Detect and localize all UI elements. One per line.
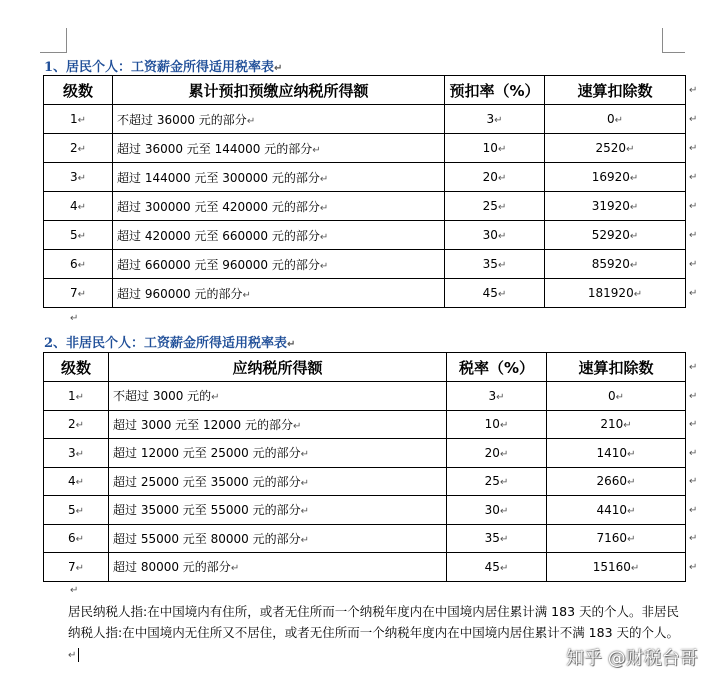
header-rate: 预扣率（%）	[445, 76, 545, 105]
table-row	[44, 105, 686, 134]
row-end-mark: ↵	[689, 476, 698, 487]
header-deduction: 速算扣除数	[547, 353, 686, 382]
row-end-mark: ↵	[689, 362, 698, 373]
deduction-cell: 0↵	[545, 105, 686, 134]
deduction-cell: 4410↵	[547, 496, 686, 525]
row-end-mark: ↵	[689, 419, 698, 430]
income-range-cell: 超过 960000 元的部分↵	[113, 279, 445, 308]
table-row	[44, 553, 686, 582]
level-cell: 5↵	[44, 221, 113, 250]
rate-cell: 10↵	[447, 410, 547, 439]
nonresident-tax-table	[43, 352, 686, 582]
rate-cell: 45↵	[445, 279, 545, 308]
row-end-mark: ↵	[689, 390, 698, 402]
level-cell: 4↵	[44, 192, 113, 221]
crop-mark-top-left	[40, 28, 67, 53]
level-cell: 2↵	[44, 410, 109, 439]
paragraph-mark: ↵	[70, 313, 79, 324]
row-end-mark: ↵	[689, 201, 698, 212]
deduction-cell: 0↵	[547, 382, 686, 411]
text-cursor	[78, 648, 79, 662]
header-income-range: 累计预扣预缴应纳税所得额	[113, 76, 445, 105]
income-range-cell: 超过 80000 元的部分↵	[109, 553, 447, 582]
level-cell: 5↵	[44, 496, 109, 525]
row-end-mark: ↵	[689, 259, 698, 270]
row-end-mark: ↵	[689, 85, 698, 96]
level-cell: 7↵	[44, 553, 109, 582]
income-range-cell: 超过 144000 元至 300000 元的部分↵	[113, 163, 445, 192]
level-cell: 2↵	[44, 134, 113, 163]
header-rate: 税率（%）	[447, 353, 547, 382]
table-row	[44, 496, 686, 525]
table-header-row	[44, 76, 686, 105]
row-end-mark: ↵	[689, 561, 698, 573]
level-cell: 4↵	[44, 467, 109, 496]
header-level: 级数	[44, 76, 113, 105]
header-deduction: 速算扣除数	[545, 76, 686, 105]
level-cell: 1↵	[44, 105, 113, 134]
row-end-mark: ↵	[689, 447, 698, 459]
level-cell: 1↵	[44, 382, 109, 411]
income-range-cell: 不超过 36000 元的部分↵	[113, 105, 445, 134]
deduction-cell: 31920↵	[545, 192, 686, 221]
deduction-cell: 7160↵	[547, 524, 686, 553]
deduction-cell: 181920↵	[545, 279, 686, 308]
level-cell: 3↵	[44, 439, 109, 468]
taxpayer-definition-note: 居民纳税人指:在中国境内有住所，或者无住所而一个纳税年度内在中国境内居住累计满 183 天的个人。非居民纳税人指:在中国境内无住所又不居住，或者无住所而一个纳税年度内在中国境内居住累计不满 183 天的个人。↵	[68, 604, 680, 661]
resident-tax-table	[43, 75, 686, 308]
table-row	[44, 524, 686, 553]
row-end-mark: ↵	[689, 172, 698, 183]
table-row	[44, 163, 686, 192]
table-row	[44, 250, 686, 279]
rate-cell: 45↵	[447, 553, 547, 582]
rate-cell: 35↵	[447, 524, 547, 553]
table-row	[44, 279, 686, 308]
row-end-mark: ↵	[689, 504, 698, 516]
income-range-cell: 超过 3000 元至 12000 元的部分↵	[109, 410, 447, 439]
table-row	[44, 410, 686, 439]
income-range-cell: 超过 25000 元至 35000 元的部分↵	[109, 467, 447, 496]
income-range-cell: 不超过 3000 元的↵	[109, 382, 447, 411]
income-range-cell: 超过 55000 元至 80000 元的部分↵	[109, 524, 447, 553]
row-end-mark: ↵	[689, 533, 698, 544]
rate-cell: 20↵	[445, 163, 545, 192]
header-income-range: 应纳税所得额	[109, 353, 447, 382]
table-header-row	[44, 353, 686, 382]
income-range-cell: 超过 300000 元至 420000 元的部分↵	[113, 192, 445, 221]
rate-cell: 30↵	[445, 221, 545, 250]
income-range-cell: 超过 12000 元至 25000 元的部分↵	[109, 439, 447, 468]
header-level: 级数	[44, 353, 109, 382]
deduction-cell: 16920↵	[545, 163, 686, 192]
row-end-mark: ↵	[689, 114, 698, 125]
deduction-cell: 15160↵	[547, 553, 686, 582]
section2-title: 2、非居民个人：工资薪金所得适用税率表↵	[44, 336, 296, 351]
rate-cell: 20↵	[447, 439, 547, 468]
deduction-cell: 210↵	[547, 410, 686, 439]
deduction-cell: 85920↵	[545, 250, 686, 279]
rate-cell: 35↵	[445, 250, 545, 279]
deduction-cell: 2520↵	[545, 134, 686, 163]
rate-cell: 3↵	[445, 105, 545, 134]
paragraph-mark: ↵	[70, 585, 79, 596]
row-end-mark: ↵	[689, 230, 698, 241]
deduction-cell: 2660↵	[547, 467, 686, 496]
level-cell: 6↵	[44, 524, 109, 553]
income-range-cell: 超过 420000 元至 660000 元的部分↵	[113, 221, 445, 250]
section1-title: 1、居民个人：工资薪金所得适用税率表↵	[44, 60, 283, 75]
row-end-mark: ↵	[689, 288, 698, 299]
crop-mark-top-right	[662, 28, 685, 53]
deduction-cell: 1410↵	[547, 439, 686, 468]
table-row	[44, 467, 686, 496]
level-cell: 6↵	[44, 250, 113, 279]
rate-cell: 25↵	[447, 467, 547, 496]
income-range-cell: 超过 660000 元至 960000 元的部分↵	[113, 250, 445, 279]
table-row	[44, 439, 686, 468]
income-range-cell: 超过 36000 元至 144000 元的部分↵	[113, 134, 445, 163]
rate-cell: 3↵	[447, 382, 547, 411]
watermark: 知乎 @财税台哥	[566, 648, 698, 669]
row-end-mark: ↵	[689, 143, 698, 154]
rate-cell: 10↵	[445, 134, 545, 163]
rate-cell: 25↵	[445, 192, 545, 221]
rate-cell: 30↵	[447, 496, 547, 525]
table-row	[44, 134, 686, 163]
table-row	[44, 221, 686, 250]
table-row	[44, 382, 686, 411]
income-range-cell: 超过 35000 元至 55000 元的部分↵	[109, 496, 447, 525]
level-cell: 3↵	[44, 163, 113, 192]
table-row	[44, 192, 686, 221]
deduction-cell: 52920↵	[545, 221, 686, 250]
level-cell: 7↵	[44, 279, 113, 308]
